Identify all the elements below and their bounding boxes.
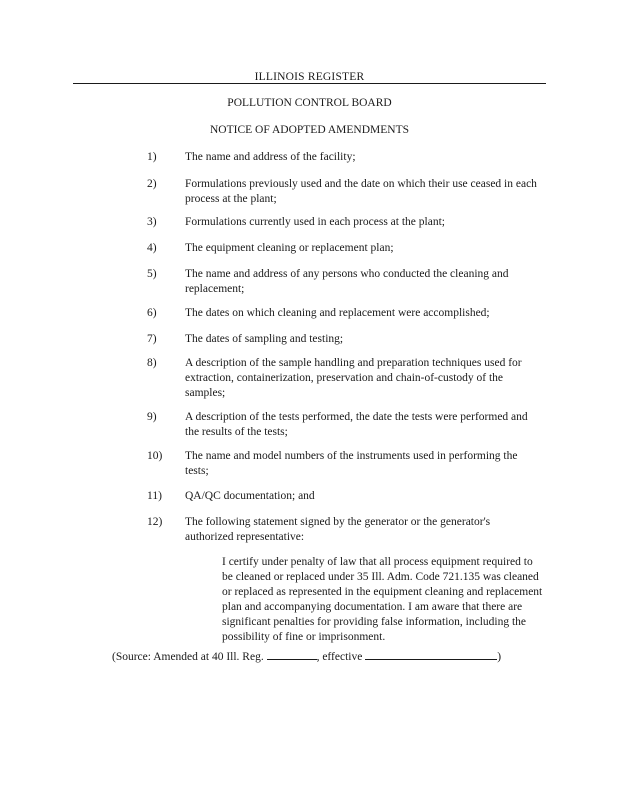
item-text: Formulations previously used and the date on which their use ceased in each process at the plant; [185,178,537,205]
source-suffix: ) [497,651,502,663]
item-number: 2) [147,178,157,190]
effective-date-blank [365,649,497,660]
item-text: Formulations currently used in each process at the plant; [185,216,445,228]
item-text: The name and address of the facility; [185,151,356,163]
item-text: The equipment cleaning or replacement plan; [185,242,394,254]
item-text: The dates of sampling and testing; [185,333,344,345]
item-text: The name and model numbers of the instruments used in performing the tests; [185,450,518,477]
source-note [112,649,542,665]
item-number: 8) [147,357,157,369]
item-number: 6) [147,307,157,319]
item-text: The following statement signed by the generator or the generator's authorized representative: [185,516,491,543]
certification-statement: I certify under penalty of law that all process equipment required to be cleaned or replaced under 35 Ill. Adm. Code 721.135 was cleaned or replaced as represented in the equipment cleaning and replacement plan and accompanying documentation. I am aware that there are significant penalties for providing false information, including the possibility of fine or imprisonment. [222,556,543,643]
register-title: ILLINOIS REGISTER [254,71,365,83]
item-number: 4) [147,242,157,254]
item-number: 5) [147,268,157,280]
source-prefix: (Source: Amended at 40 Ill. Reg. [112,651,264,663]
item-text: A description of the sample handling and preparation techniques used for extraction, containerization, preservation and chain-of-custody of the samples; [185,357,522,399]
header-divider [73,83,546,84]
register-blank [267,649,317,660]
item-number: 7) [147,333,157,345]
item-text: The dates on which cleaning and replacement were accomplished; [185,307,490,319]
item-number: 11) [147,490,162,502]
notice-title: NOTICE OF ADOPTED AMENDMENTS [209,124,410,136]
item-number: 10) [147,450,163,462]
item-text: QA/QC documentation; and [185,490,315,502]
item-text: The name and address of any persons who conducted the cleaning and replacement; [185,268,509,295]
item-number: 1) [147,151,157,163]
board-title: POLLUTION CONTROL BOARD [227,97,392,109]
item-number: 9) [147,411,157,423]
item-text: A description of the tests performed, the date the tests were performed and the results of the tests; [185,411,528,438]
item-number: 3) [147,216,157,228]
source-middle: , effective [316,651,363,663]
item-number: 12) [147,516,163,528]
